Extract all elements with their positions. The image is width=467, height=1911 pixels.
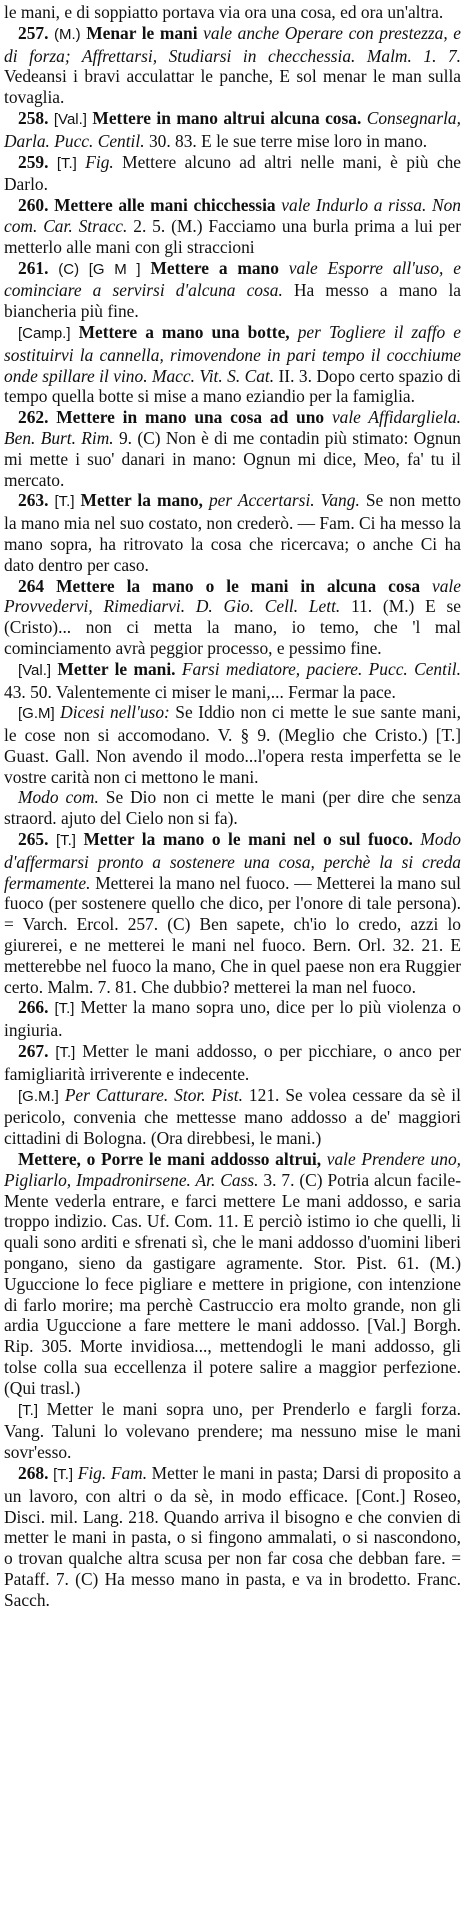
entry-phrase: Mettere, o Porre le mani addosso altrui, bbox=[18, 1149, 322, 1170]
entry-text: Metterei la mano nel fuoco. — Metterei la mano sul fuoco (per sostenere quello che dico, per l'onore di tale persona). = Varch. Ercol. 257. (C) Ben sapete, ch'io lo credo, azzi lo giurerei, e ne metterei le mani nel fuoco. Bern. Orl. 32. 21. E metterebbe nel fuoco la mano, Che in quel paese non era Ruggier certo. Malm. 7. 81. Che dubbio? metterei la man nel fuoco. bbox=[4, 872, 461, 997]
entry-phrase: Mettere in mano altrui alcuna cosa. bbox=[92, 107, 362, 128]
source-tag: [T.] bbox=[55, 1044, 76, 1062]
entry-text: 11. (M.) E se (Cristo)... non ci metta la mano, io temo, che 'l mal cominciamento avrà peggior processo, e pessimo fine. bbox=[4, 596, 461, 658]
entry-phrase: Mettere a mano una botte, bbox=[78, 321, 290, 342]
dictionary-entry bbox=[4, 1399, 461, 1463]
entry-text: Metter la mano sopra uno, dice per lo più violenza o ingiuria. bbox=[4, 997, 461, 1041]
dictionary-entry bbox=[4, 407, 461, 490]
dictionary-entry bbox=[4, 1041, 461, 1085]
entry-text: Mettere alcuno ad altri nelle mani, è più che Darlo. bbox=[4, 151, 461, 195]
dictionary-entry bbox=[4, 702, 461, 787]
entry-phrase: Metter la mano, bbox=[80, 490, 203, 511]
entry-phrase: Menar le mani bbox=[86, 22, 198, 43]
entry-definition: vale Prendere uno, Pigliarlo, Impadronirsene. Ar. Cass. bbox=[4, 1149, 461, 1190]
source-tag: [T.] bbox=[55, 832, 76, 850]
entry-text: 3. 7. (C) Potria alcun facile-Mente vederla entrare, e farci mettere Le mani addosso, e saria troppo indizio. Cas. Uf. Com. 11. E perciò istimo io che quelli, li quali sono arditi e sfrenati sì, che le mani addosso d'uomini liberi pongano, sieno da gastigare agramente. Stor. Pist. 61. (M.) Uguccione lo fece pigliare e mettere in prigione, con intenzione di farlo morire; ma perchè Castruccio era molto grande, non gli ardia Uguccione a fare mettere le mani addosso. [Val.] Borgh. Rip. 305. Morte invidiosa..., mettendogli le mani addosso, gli tolse colla sua eccellenza il potere salire a maggior perfezione. (Qui trasl.) bbox=[4, 1169, 461, 1398]
entry-text: Metter le mani in pasta; Darsi di proposito a un lavoro, con altri o da sè, in modo efficace. [Cont.] Roseo, Disci. mil. Lang. 218. Quando arriva il bisogno e che convien di metter le mani in pasta, o si fingono ammalati, o si nascondono, o trovan qualche altra scusa per non far cosa che debban fare. = Pataff. 7. (C) Ha messo mano in pasta, e va in brodetto. Franc. Sacch. bbox=[4, 1462, 461, 1610]
dictionary-entry bbox=[4, 322, 461, 407]
entry-definition: Dicesi nell'uso: bbox=[60, 702, 170, 723]
entry-text: II. 3. Dopo certo spazio di tempo quella botte si mise a mano eziandio per la famiglia. bbox=[4, 365, 461, 407]
entry-text: le mani, e di soppiatto portava via ora una cosa, ed ora un'altra. bbox=[4, 2, 444, 22]
entry-number: 268. bbox=[18, 1462, 49, 1483]
entry-definition: per Togliere il zaffo e sostituirvi la cannella, rimovendone in pari tempo il cocchiume onde spillare il vino. Macc. Vit. S. Cat. bbox=[4, 321, 462, 386]
source-tag: [Val.] bbox=[53, 110, 87, 128]
entry-definition: Consegnarla, Darla. bbox=[4, 107, 461, 151]
entry-definition: vale Esporre all'uso, e cominciare a servirsi d'alcuna cosa. bbox=[4, 257, 461, 301]
entry-number: 262. bbox=[18, 407, 49, 428]
source-tag: [T.] bbox=[54, 493, 75, 511]
entry-text: 9. (C) Non è di me contadin più stimato: Ognun mi mette i suo' danari in mano: Ognun mi dice, Meo, fa' tu il mercato. bbox=[4, 427, 461, 490]
entry-number: 264 bbox=[18, 575, 45, 596]
entry-number: 260. bbox=[18, 195, 49, 216]
entry-number: 263. bbox=[18, 490, 49, 511]
source-tag: [T.] bbox=[18, 1401, 39, 1419]
entry-phrase: Mettere in mano una cosa ad uno bbox=[56, 407, 325, 428]
entry-definition: Fig. bbox=[85, 151, 114, 172]
source-tag: [G.M] bbox=[18, 705, 55, 723]
dictionary-entry bbox=[4, 659, 461, 703]
dictionary-entry bbox=[4, 108, 461, 152]
entry-number: 266. bbox=[18, 997, 49, 1018]
dictionary-entry bbox=[4, 258, 461, 322]
entry-definition: vale Indurlo a rissa. Non com. Car. Stracc. bbox=[4, 195, 461, 236]
entry-phrase: Mettere la mano o le mani in alcuna cosa bbox=[56, 575, 421, 596]
entry-definition: Modo com. bbox=[18, 787, 99, 808]
source-tag: (C) [G M ] bbox=[58, 260, 141, 278]
entry-text: Metter le mani sopra uno, per Prenderlo e fargli forza. Vang. Taluni lo volevano prendere; ma nessuno mise le mani sovr'esso. bbox=[4, 1398, 461, 1463]
entry-definition: vale anche Operare con prestezza, e di forza; Affrettarsi, Studiarsi in checchessia. Malm. 1. 7. bbox=[4, 22, 461, 66]
entry-phrase: Mettere a mano bbox=[150, 257, 279, 278]
entry-definition: Farsi mediatore, paciere. Pucc. Centil. bbox=[181, 658, 461, 679]
entry-text: Vedeansi i bravi acculattar le panche, E sol menar le man sulla tovaglia. bbox=[4, 66, 461, 108]
source-tag: [T.] bbox=[56, 154, 77, 172]
dictionary-entry bbox=[4, 829, 461, 997]
entry-definition: vale Provvedervi, Rimediarvi. D. Gio. Cell. Lett. bbox=[4, 575, 461, 617]
entry-text: 121. Se volea cessare da sè il pericolo, convenia che mettesse mano addosso a de' maggiori cittadini di Bologna. (Ora direbbesi, le mani.) bbox=[4, 1084, 461, 1149]
source-tag: (M.) bbox=[54, 25, 81, 43]
entry-text: 2. 5. (M.) Facciamo una burla prima a lui per metterlo alle mani con gli straccioni bbox=[4, 215, 461, 257]
source-tag: [Val.] bbox=[18, 661, 52, 679]
dictionary-entry bbox=[4, 23, 461, 108]
entry-number: 259. bbox=[18, 151, 49, 172]
entry-number: 265. bbox=[18, 829, 49, 850]
entry-phrase: Metter la mano o le mani nel o sul fuoco. bbox=[83, 829, 413, 850]
dictionary-entry bbox=[4, 1085, 461, 1149]
dictionary-entry bbox=[4, 997, 461, 1041]
dictionary-entry bbox=[4, 787, 461, 829]
entry-phrase: Metter le mani. bbox=[57, 658, 176, 679]
dictionary-entry bbox=[4, 490, 461, 575]
entry-definition: Modo d'affermarsi pronto a sostenere una cosa, perchè la si creda fermamente. bbox=[4, 829, 461, 893]
entry-text: Se non metto la mano mia nel suo costato, non crederò. — Fam. Ci ha messo la mano sopra, ha ritrovato la cosa che ricercava; o anche Ci ha dato dentro per caso. bbox=[4, 490, 461, 575]
entry-text: 43. 50. Valentemente ci miser le mani,... Fermar la pace. bbox=[4, 681, 396, 702]
entry-text: Metter le mani addosso, o per picchiare, o anco per famigliarità irriverente e indecente. bbox=[4, 1041, 461, 1084]
dictionary-entry bbox=[4, 2, 461, 23]
entry-phrase: Mettere alle mani chicchessia bbox=[54, 195, 276, 216]
dictionary-entry bbox=[4, 1149, 461, 1399]
dictionary-entry bbox=[4, 195, 461, 257]
entry-definition: vale Affidargliela. Ben. Burt. Rim. bbox=[4, 407, 461, 448]
entry-number: 258. bbox=[18, 107, 49, 128]
entry-text: Se Dio non ci mette le mani (per dire che senza straord. ajuto del Cielo non si fa). bbox=[4, 787, 461, 829]
entry-definition: Per Catturare. Stor. Pist. bbox=[64, 1084, 243, 1105]
dictionary-entry bbox=[4, 152, 461, 196]
dictionary-entry bbox=[4, 576, 461, 659]
entry-definition: Fig. Fam. bbox=[77, 1462, 148, 1483]
entry-text: Ha messo a mano la biancheria più fine. bbox=[4, 280, 461, 322]
source-tag: [T.] bbox=[54, 1000, 75, 1018]
entry-number: 261. bbox=[18, 257, 49, 278]
source-tag: [Camp.] bbox=[18, 324, 71, 342]
entry-number: 257. bbox=[18, 22, 49, 43]
entry-number: 267. bbox=[18, 1041, 49, 1062]
entry-text: Se Iddio non ci mette le sue sante mani, le cose non si accomodano. V. § 9. (Meglio che Cristo.) [T.] Guast. Gall. Non avendo il modo...l'opera resta imperfetta se le vostre carità non ci mettono le mani. bbox=[4, 702, 462, 787]
dictionary-entry bbox=[4, 1463, 461, 1611]
source-tag: [T.] bbox=[53, 1465, 74, 1483]
entry-source: Pucc. Centil. bbox=[54, 130, 145, 151]
source-tag: [G.M.] bbox=[18, 1087, 59, 1105]
entry-text: 30. 83. E le sue terre mise loro in mano. bbox=[148, 130, 428, 151]
entry-definition: per Accertarsi. Vang. bbox=[208, 490, 360, 511]
